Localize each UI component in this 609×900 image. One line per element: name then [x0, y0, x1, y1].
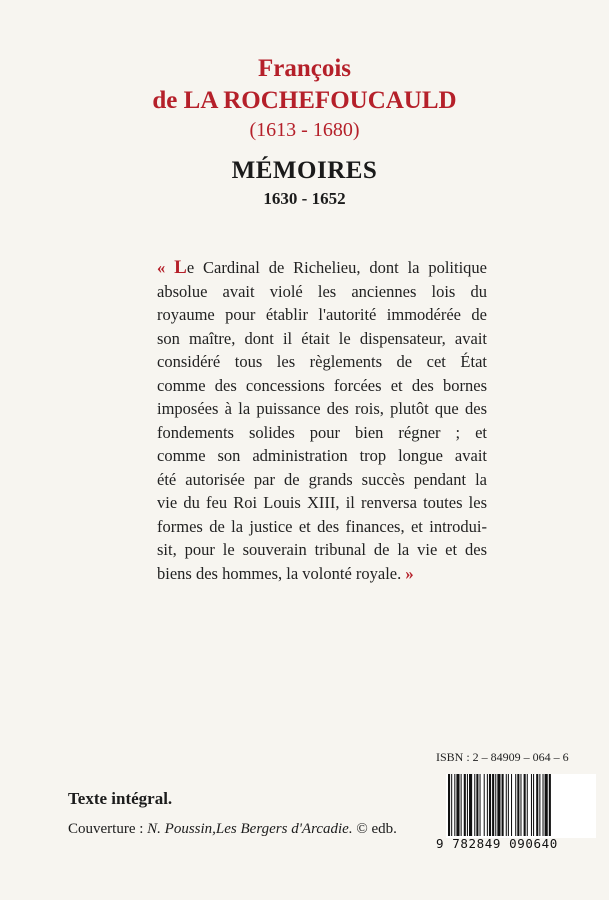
book-years: 1630 - 1652 [263, 189, 346, 208]
barcode-bar [545, 774, 548, 836]
quote-line: considéré tous les règlements de cet État [157, 352, 487, 371]
quote-line: fondements solides pour bien régner ; et [157, 422, 487, 442]
barcode-bar [456, 774, 459, 836]
quote-line: été autorisée par de grands succès pendant la [157, 469, 487, 489]
barcode-bar [531, 774, 532, 836]
barcode-bar [487, 774, 488, 836]
barcode-bar [464, 774, 466, 836]
author-last-name: de LA ROCHEFOUCAULD [152, 87, 457, 114]
quote-line: royaume pour établir l'autorité immodérée de [157, 305, 487, 324]
barcode-bar [467, 774, 468, 836]
quote-line-text: e Cardinal de Richelieu, dont la politique [186, 258, 488, 277]
barcode-graphic [446, 774, 596, 838]
barcode-bar [511, 774, 512, 836]
book-title: MÉMOIRES [231, 157, 378, 184]
barcode-bar [474, 774, 475, 836]
quote-line: formes de la justice et des finances, et introdui- [157, 516, 487, 536]
author-first-name: François [257, 55, 352, 82]
barcode-bar [549, 774, 551, 836]
couverture-prefix: Couverture : [68, 821, 148, 837]
barcode-bar [480, 774, 481, 836]
barcode-bar [539, 774, 540, 836]
quote-line: son maître, dont il était le dispensateur, avait [157, 328, 487, 348]
barcode-bar [533, 774, 534, 836]
barcode-bar [520, 774, 521, 836]
barcode-bar [508, 774, 509, 836]
quote-line: sit, pour le souverain tribunal de la vie et des [157, 540, 487, 559]
quote-line-text: biens des hommes, la volonté royale. [157, 563, 402, 583]
open-quote-mark: « [157, 258, 175, 277]
quote-line [157, 256, 487, 280]
quote-line: imposées à la puissance des rois, plutôt que des [157, 399, 487, 418]
couverture-suffix: © edb. [352, 821, 397, 837]
barcode-bar [492, 774, 494, 836]
barcode-bar [451, 774, 452, 836]
barcode-bar [484, 774, 485, 836]
barcode-bar [489, 774, 491, 836]
barcode-bar [527, 774, 528, 836]
barcode-bar [536, 774, 538, 836]
barcode-bar [497, 774, 500, 836]
barcode-bar [461, 774, 462, 836]
quote-line: vie du feu Roi Louis XIII, il renversa toutes les [157, 493, 487, 512]
barcode-bar [506, 774, 507, 836]
quote-line: comme son administration trop longue avait [157, 446, 487, 465]
barcode-bar [502, 774, 504, 836]
quote-first-letter: L [174, 257, 187, 278]
couverture-author: N. Poussin, [147, 821, 216, 837]
close-quote-mark: » [401, 563, 414, 583]
ean-number: 9 782849 090640 [436, 836, 558, 851]
author-dates: (1613 - 1680) [249, 119, 360, 141]
barcode-bar [454, 774, 455, 836]
barcode [446, 774, 596, 838]
couverture-credit [68, 821, 397, 838]
isbn-text: ISBN : 2 – 84909 – 064 – 6 [436, 750, 569, 764]
texte-integral: Texte intégral. [68, 789, 173, 808]
barcode-bar [469, 774, 472, 836]
quote-block [157, 256, 487, 585]
quote-line: absolue avait violé les anciennes lois du [157, 281, 487, 301]
barcode-bar [517, 774, 519, 836]
barcode-bar [495, 774, 496, 836]
barcode-bar [524, 774, 526, 836]
barcode-bar [515, 774, 516, 836]
couverture-work: Les Bergers d'Arcadie. [215, 821, 353, 837]
barcode-bar [543, 774, 544, 836]
quote-line: comme des concessions forcées et des bornes [157, 375, 487, 395]
barcode-bar [448, 774, 450, 836]
quote-line [157, 562, 487, 586]
barcode-bar [476, 774, 478, 836]
